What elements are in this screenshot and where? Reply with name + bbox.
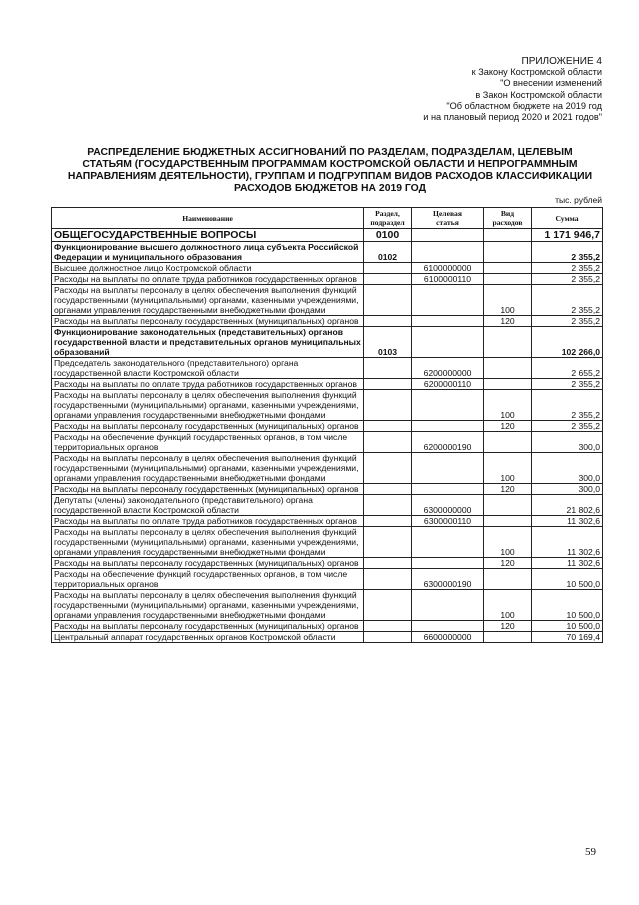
cell-name: Расходы на выплаты по оплате труда работников государственных органов bbox=[52, 274, 364, 285]
title-line: СТАТЬЯМ (ГОСУДАРСТВЕННЫМ ПРОГРАММАМ КОСТРОМСКОЙ ОБЛАСТИ И НЕПРОГРАММНЫМ bbox=[82, 159, 578, 170]
cell-expense-type: 120 bbox=[484, 621, 532, 632]
cell-name: Расходы на выплаты персоналу в целях обеспечения выполнения функций государственными (муниципальными) органами, казенными учреждениями, органами управления государственными внебюджетными фондами bbox=[52, 527, 364, 558]
cell-target-article: 6200000000 bbox=[412, 358, 484, 379]
cell-target-article bbox=[412, 421, 484, 432]
cell-target-article bbox=[412, 390, 484, 421]
title-line: РАСХОДОВ БЮДЖЕТОВ НА 2019 ГОД bbox=[233, 183, 427, 194]
cell-expense-type bbox=[484, 432, 532, 453]
cell-target-article bbox=[412, 527, 484, 558]
cell-sum: 300,0 bbox=[532, 453, 603, 484]
cell-section bbox=[364, 390, 412, 421]
table-row bbox=[52, 453, 603, 484]
cell-section bbox=[364, 527, 412, 558]
appendix-line: "О внесении изменений bbox=[500, 78, 602, 89]
cell-target-article: 6200000110 bbox=[412, 379, 484, 390]
cell-sum: 11 302,6 bbox=[532, 558, 603, 569]
cell-sum: 102 266,0 bbox=[532, 327, 603, 358]
cell-sum: 11 302,6 bbox=[532, 527, 603, 558]
cell-sum: 11 302,6 bbox=[532, 516, 603, 527]
header-section-line: подраздел bbox=[370, 218, 405, 227]
cell-expense-type bbox=[484, 379, 532, 390]
cell-section bbox=[364, 516, 412, 527]
cell-name: Расходы на выплаты персоналу в целях обеспечения выполнения функций государственными (муниципальными) органами, казенными учреждениями, органами управления государственными внебюджетными фондами bbox=[52, 390, 364, 421]
appendix-line: в Закон Костромской области bbox=[475, 89, 602, 100]
header-target-article bbox=[412, 208, 484, 229]
cell-section bbox=[364, 632, 412, 643]
cell-sum: 2 355,2 bbox=[532, 285, 603, 316]
cell-sum: 10 500,0 bbox=[532, 569, 603, 590]
cell-target-article: 6100000110 bbox=[412, 274, 484, 285]
appendix-line: "Об областном бюджете на 2019 год bbox=[446, 100, 602, 111]
cell-target-article: 6100000000 bbox=[412, 263, 484, 274]
cell-expense-type: 100 bbox=[484, 590, 532, 621]
cell-section bbox=[364, 590, 412, 621]
table-header-row bbox=[52, 208, 603, 229]
cell-sum: 300,0 bbox=[532, 484, 603, 495]
table-row bbox=[52, 484, 603, 495]
cell-target-article bbox=[412, 316, 484, 327]
cell-section bbox=[364, 569, 412, 590]
cell-sum: 70 169,4 bbox=[532, 632, 603, 643]
cell-sum: 2 355,2 bbox=[532, 421, 603, 432]
table-row bbox=[52, 358, 603, 379]
cell-expense-type bbox=[484, 495, 532, 516]
header-expense-type bbox=[484, 208, 532, 229]
cell-section bbox=[364, 358, 412, 379]
cell-expense-type: 120 bbox=[484, 558, 532, 569]
cell-expense-type bbox=[484, 516, 532, 527]
appendix-header bbox=[342, 56, 602, 123]
header-vr-line: Вид bbox=[500, 209, 515, 218]
table-row bbox=[52, 632, 603, 643]
table-row bbox=[52, 421, 603, 432]
cell-target-article bbox=[412, 590, 484, 621]
table-row bbox=[52, 569, 603, 590]
cell-sum: 1 171 946,7 bbox=[532, 229, 603, 242]
cell-section: 0100 bbox=[364, 229, 412, 242]
cell-sum: 2 355,2 bbox=[532, 316, 603, 327]
document-title bbox=[55, 147, 605, 195]
cell-name: Расходы на обеспечение функций государственных органов, в том числе территориальных органов bbox=[52, 432, 364, 453]
cell-section: 0102 bbox=[364, 242, 412, 263]
cell-name: Расходы на выплаты персоналу государственных (муниципальных) органов bbox=[52, 316, 364, 327]
cell-section bbox=[364, 274, 412, 285]
table-row bbox=[52, 495, 603, 516]
cell-expense-type bbox=[484, 274, 532, 285]
cell-target-article bbox=[412, 242, 484, 263]
title-line: РАСПРЕДЕЛЕНИЕ БЮДЖЕТНЫХ АССИГНОВАНИЙ ПО РАЗДЕЛАМ, ПОДРАЗДЕЛАМ, ЦЕЛЕВЫМ bbox=[87, 147, 573, 158]
cell-section bbox=[364, 421, 412, 432]
cell-section bbox=[364, 263, 412, 274]
budget-table bbox=[51, 207, 603, 643]
cell-expense-type: 100 bbox=[484, 453, 532, 484]
cell-target-article: 6200000190 bbox=[412, 432, 484, 453]
cell-name: Расходы на выплаты персоналу в целях обеспечения выполнения функций государственными (муниципальными) органами, казенными учреждениями, органами управления государственными внебюджетными фондами bbox=[52, 285, 364, 316]
header-name: Наименование bbox=[52, 208, 364, 229]
cell-name: Расходы на выплаты персоналу в целях обеспечения выполнения функций государственными (муниципальными) органами, казенными учреждениями, органами управления государственными внебюджетными фондами bbox=[52, 590, 364, 621]
table-row bbox=[52, 379, 603, 390]
header-section-line: Раздел, bbox=[375, 209, 400, 218]
cell-expense-type bbox=[484, 632, 532, 643]
cell-section bbox=[364, 453, 412, 484]
table-row bbox=[52, 590, 603, 621]
cell-name: Центральный аппарат государственных органов Костромской области bbox=[52, 632, 364, 643]
cell-section: 0103 bbox=[364, 327, 412, 358]
cell-sum: 2 355,2 bbox=[532, 390, 603, 421]
cell-name: Расходы на обеспечение функций государственных органов, в том числе территориальных органов bbox=[52, 569, 364, 590]
cell-name: ОБЩЕГОСУДАРСТВЕННЫЕ ВОПРОСЫ bbox=[52, 229, 364, 242]
cell-name: Депутаты (члены) законодательного (представительного) органа государственной власти Костромской области bbox=[52, 495, 364, 516]
page-number: 59 bbox=[585, 846, 596, 858]
table-row bbox=[52, 274, 603, 285]
cell-target-article bbox=[412, 484, 484, 495]
table-row bbox=[52, 390, 603, 421]
cell-sum: 300,0 bbox=[532, 432, 603, 453]
table-row bbox=[52, 242, 603, 263]
units-label: тыс. рублей bbox=[555, 195, 602, 205]
cell-name: Функционирование высшего должностного лица субъекта Российской Федерации и муниципального образования bbox=[52, 242, 364, 263]
cell-sum: 2 355,2 bbox=[532, 242, 603, 263]
table-row bbox=[52, 263, 603, 274]
cell-name: Расходы на выплаты по оплате труда работников государственных органов bbox=[52, 379, 364, 390]
cell-expense-type: 100 bbox=[484, 285, 532, 316]
header-csr-line: Целевая bbox=[433, 209, 462, 218]
cell-section bbox=[364, 621, 412, 632]
header-csr-line: статья bbox=[436, 218, 459, 227]
cell-expense-type bbox=[484, 263, 532, 274]
header-vr-line: расходов bbox=[492, 218, 523, 227]
cell-name: Председатель законодательного (представительного) органа государственной власти Костромской области bbox=[52, 358, 364, 379]
cell-name: Расходы на выплаты по оплате труда работников государственных органов bbox=[52, 516, 364, 527]
cell-name: Функционирование законодательных (представительных) органов государственной власти и представительных органов муниципальных образований bbox=[52, 327, 364, 358]
cell-sum: 2 355,2 bbox=[532, 379, 603, 390]
cell-name: Расходы на выплаты персоналу государственных (муниципальных) органов bbox=[52, 621, 364, 632]
cell-sum: 2 355,2 bbox=[532, 263, 603, 274]
cell-expense-type bbox=[484, 569, 532, 590]
cell-target-article bbox=[412, 285, 484, 316]
cell-target-article bbox=[412, 229, 484, 242]
cell-sum: 10 500,0 bbox=[532, 590, 603, 621]
cell-section bbox=[364, 484, 412, 495]
cell-expense-type: 100 bbox=[484, 390, 532, 421]
cell-section bbox=[364, 558, 412, 569]
cell-section bbox=[364, 285, 412, 316]
cell-expense-type: 100 bbox=[484, 527, 532, 558]
table-row bbox=[52, 621, 603, 632]
cell-sum: 10 500,0 bbox=[532, 621, 603, 632]
table-row bbox=[52, 527, 603, 558]
cell-expense-type: 120 bbox=[484, 484, 532, 495]
title-line: НАПРАВЛЕНИЯМ ДЕЯТЕЛЬНОСТИ), ГРУППАМ И ПОДГРУППАМ ВИДОВ РАСХОДОВ КЛАССИФИКАЦИИ bbox=[67, 171, 593, 182]
table-row bbox=[52, 316, 603, 327]
table-row bbox=[52, 432, 603, 453]
cell-section bbox=[364, 432, 412, 453]
cell-expense-type: 120 bbox=[484, 421, 532, 432]
cell-name: Высшее должностное лицо Костромской области bbox=[52, 263, 364, 274]
table-row bbox=[52, 229, 603, 242]
table-row bbox=[52, 558, 603, 569]
table-row bbox=[52, 516, 603, 527]
cell-section bbox=[364, 316, 412, 327]
cell-sum: 21 802,6 bbox=[532, 495, 603, 516]
cell-sum: 2 355,2 bbox=[532, 274, 603, 285]
cell-target-article: 6300000000 bbox=[412, 495, 484, 516]
cell-expense-type bbox=[484, 327, 532, 358]
appendix-number: ПРИЛОЖЕНИЕ 4 bbox=[521, 56, 602, 67]
appendix-line: к Закону Костромской области bbox=[471, 67, 602, 78]
cell-name: Расходы на выплаты персоналу государственных (муниципальных) органов bbox=[52, 484, 364, 495]
table-row bbox=[52, 285, 603, 316]
cell-name: Расходы на выплаты персоналу государственных (муниципальных) органов bbox=[52, 558, 364, 569]
cell-expense-type bbox=[484, 242, 532, 263]
cell-expense-type: 120 bbox=[484, 316, 532, 327]
cell-expense-type bbox=[484, 358, 532, 379]
cell-target-article: 6300000110 bbox=[412, 516, 484, 527]
cell-target-article bbox=[412, 327, 484, 358]
cell-target-article: 6300000190 bbox=[412, 569, 484, 590]
header-section bbox=[364, 208, 412, 229]
cell-section bbox=[364, 379, 412, 390]
appendix-line: и на плановый период 2020 и 2021 годов" bbox=[423, 112, 602, 123]
cell-sum: 2 655,2 bbox=[532, 358, 603, 379]
cell-target-article bbox=[412, 621, 484, 632]
cell-name: Расходы на выплаты персоналу в целях обеспечения выполнения функций государственными (муниципальными) органами, казенными учреждениями, органами управления государственными внебюджетными фондами bbox=[52, 453, 364, 484]
cell-target-article bbox=[412, 453, 484, 484]
table-row bbox=[52, 327, 603, 358]
cell-target-article bbox=[412, 558, 484, 569]
cell-name: Расходы на выплаты персоналу государственных (муниципальных) органов bbox=[52, 421, 364, 432]
table-body bbox=[52, 229, 603, 643]
cell-expense-type bbox=[484, 229, 532, 242]
cell-section bbox=[364, 495, 412, 516]
header-sum: Сумма bbox=[532, 208, 603, 229]
cell-target-article: 6600000000 bbox=[412, 632, 484, 643]
